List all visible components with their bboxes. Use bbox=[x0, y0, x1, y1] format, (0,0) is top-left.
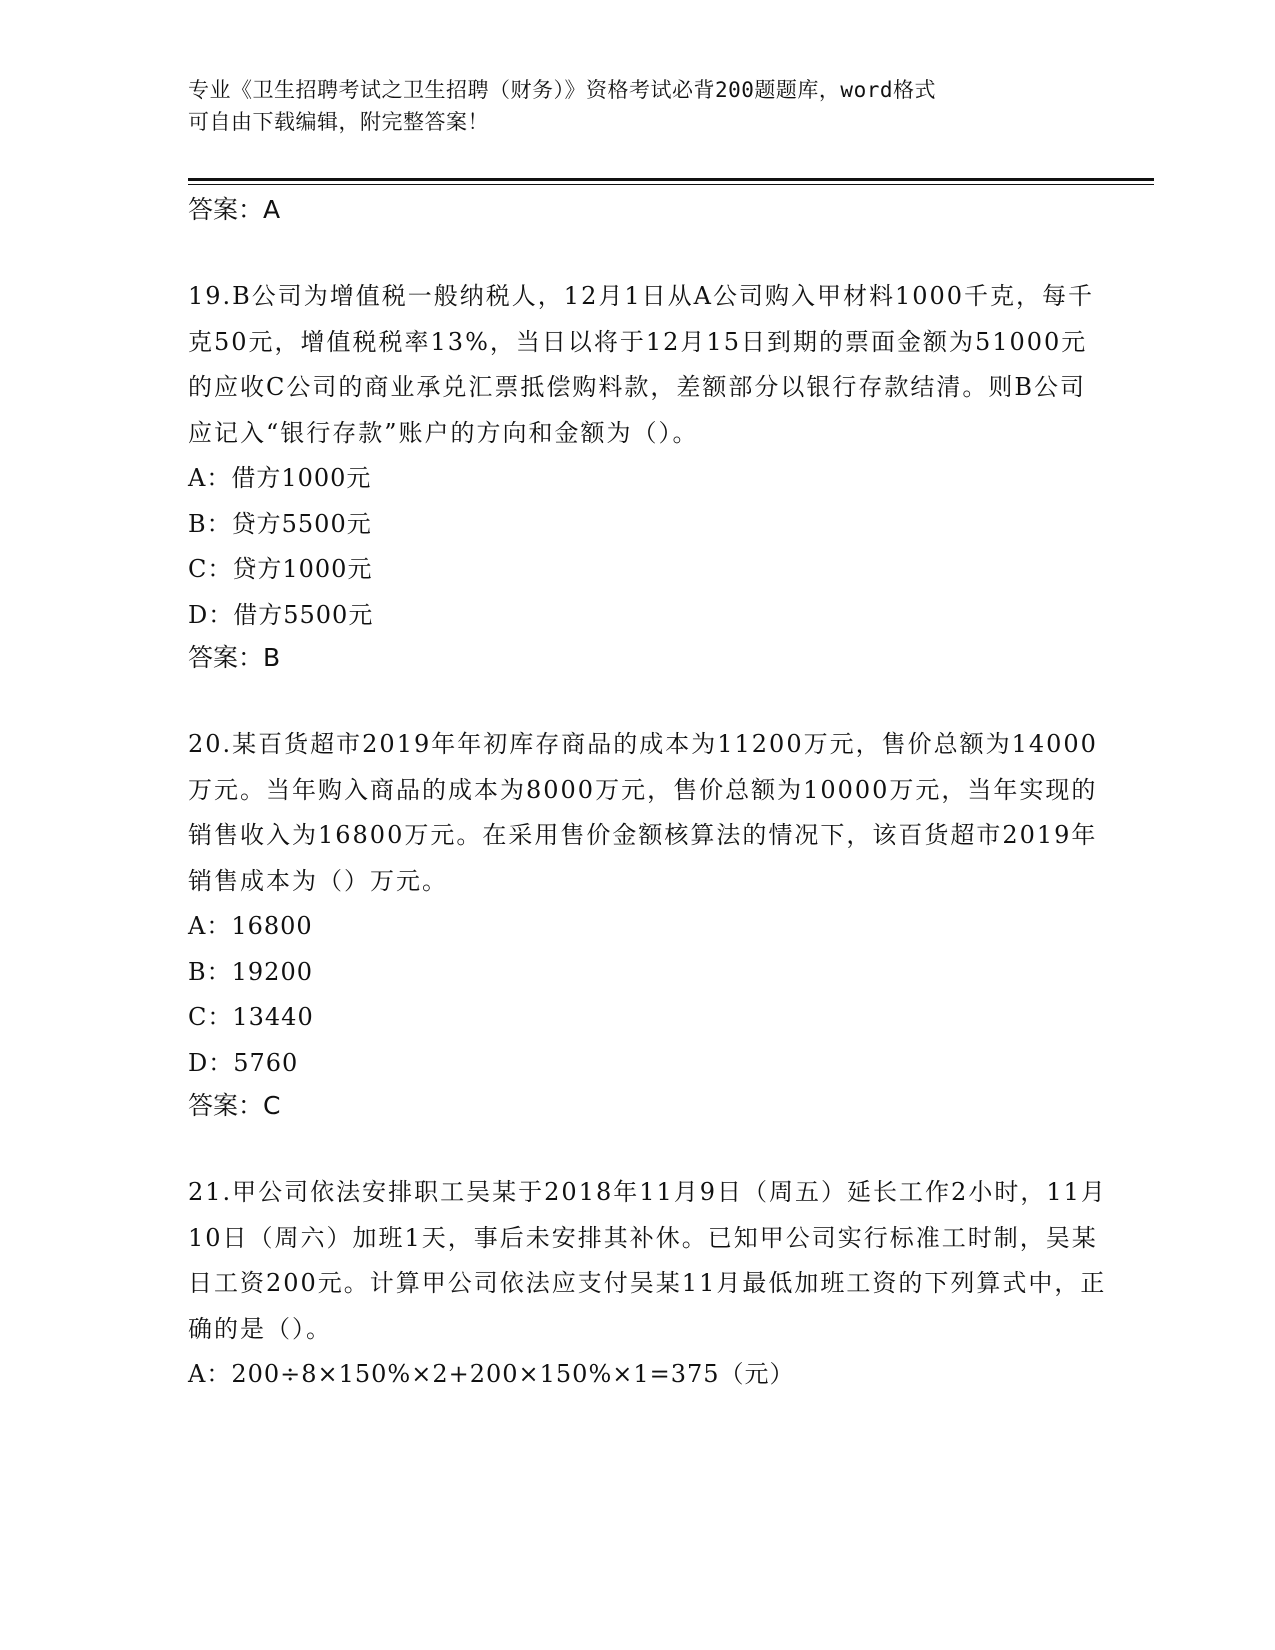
question-19 bbox=[188, 274, 1108, 684]
question-content bbox=[188, 190, 1108, 1398]
answer-line: 答案：C bbox=[188, 1091, 281, 1120]
option-c: C：13440 bbox=[188, 1003, 314, 1031]
question-21 bbox=[188, 1170, 1108, 1398]
header-line-2: 可自由下载编辑，附完整答案！ bbox=[188, 110, 489, 134]
option-c: C：贷方1000元 bbox=[188, 555, 373, 583]
document-header bbox=[188, 74, 1088, 138]
question-20 bbox=[188, 722, 1108, 1132]
option-b: B：贷方5500元 bbox=[188, 509, 372, 538]
option-a: A：16800 bbox=[188, 912, 313, 940]
option-d: D：借方5500元 bbox=[188, 600, 374, 629]
header-rule-thin bbox=[188, 184, 1154, 185]
answer-line: 答案：A bbox=[188, 195, 281, 224]
option-list bbox=[188, 904, 1108, 1086]
option-a: A：借方1000元 bbox=[188, 464, 372, 492]
option-list bbox=[188, 1352, 1108, 1398]
option-d: D：5760 bbox=[188, 1048, 299, 1077]
header-rule-thick bbox=[188, 178, 1154, 181]
question-stem: 20.某百货超市2019年年初库存商品的成本为11200万元，售价总额为14000万元。当年购入商品的成本为8000万元，售价总额为10000万元，当年实现的销售收入为16800万元。在采用售价金额核算法的情况下，该百货超市2019年销售成本为（）万元。 bbox=[188, 730, 1098, 895]
question-stem: 21.甲公司依法安排职工吴某于2018年11月9日（周五）延长工作2小时，11月10日（周六）加班1天，事后未安排其补休。已知甲公司实行标准工时制，吴某日工资200元。计算甲公司依法应支付吴某11月最低加班工资的下列算式中，正确的是（）。 bbox=[188, 1178, 1107, 1343]
header-line-1: 专业《卫生招聘考试之卫生招聘（财务）》资格考试必背200题题库，word格式 bbox=[188, 78, 936, 102]
option-list bbox=[188, 456, 1108, 638]
option-a: A：200÷8×150%×2+200×150%×1=375（元） bbox=[188, 1360, 795, 1388]
question-stem: 19.B公司为增值税一般纳税人，12月1日从A公司购入甲材料1000千克，每千克50元，增值税税率13%，当日以将于12月15日到期的票面金额为51000元的应收C公司的商业承兑汇票抵偿购料款，差额部分以银行存款结清。则B公司应记入“银行存款”账户的方向和金额为（）。 bbox=[188, 282, 1095, 447]
option-b: B：19200 bbox=[188, 957, 313, 986]
answer-line: 答案：B bbox=[188, 643, 281, 672]
